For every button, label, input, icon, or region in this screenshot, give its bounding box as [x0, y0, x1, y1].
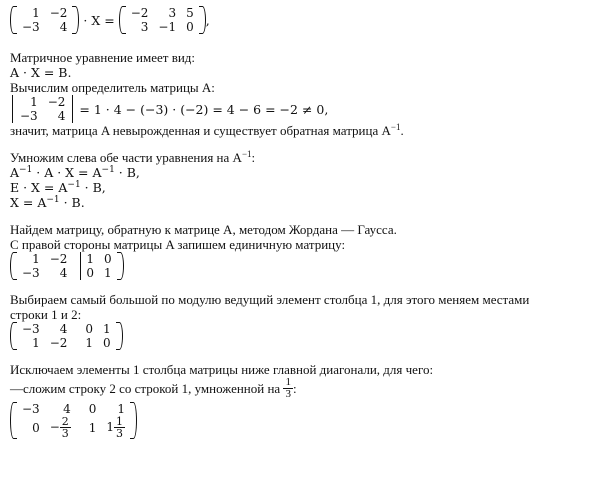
elimination-step [10, 377, 596, 400]
solution-document [10, 0, 596, 439]
cell: 1 [104, 266, 112, 280]
cell: 1 [32, 336, 40, 350]
cell: 1 [117, 402, 126, 416]
augmented-matrix-3 [10, 402, 596, 439]
cell: −2 [49, 6, 68, 20]
cell: −2 [47, 95, 66, 109]
conclusion [10, 123, 596, 138]
gauss-intro: Найдем матрицу, обратную к матрице A, методом Жордана — Гаусса. [10, 222, 397, 237]
inverse-exponent: −1 [390, 122, 401, 132]
cell: 1 [32, 252, 40, 266]
elimination-step-end: : [292, 380, 297, 396]
fraction-numerator: 1 [285, 376, 291, 388]
inverse-exponent: −1 [101, 165, 115, 175]
fraction [60, 416, 71, 439]
cell: 1 [85, 336, 94, 350]
step-part: · A · X = A [32, 165, 102, 180]
augmented-matrix-2 [10, 322, 596, 350]
cell: 4 [59, 266, 68, 280]
cell: 5 [186, 6, 194, 20]
step-3 [10, 195, 596, 210]
pivot-text-2: строки 1 и 2: [10, 307, 82, 322]
pivot-text-1: Выбираем самый большой по модулю ведущий элемент столбца 1, для этого меняем местами [10, 292, 530, 307]
multiply-intro [10, 150, 596, 165]
multiply-end: : [251, 150, 256, 165]
matrix-b [119, 6, 206, 34]
cell: 3 [168, 6, 177, 20]
cell: 1 [81, 252, 99, 266]
cell [45, 416, 76, 439]
elimination-intro: Исключаем элементы 1 столбца матрицы ниже главной диагонали, для чего: [10, 362, 434, 377]
fraction-denominator: 3 [285, 388, 291, 400]
determinant-line [10, 95, 596, 123]
step-part: · B, [114, 165, 140, 180]
cell: 1 [88, 420, 97, 435]
cell: 0 [88, 402, 97, 416]
cell: −2 [130, 6, 149, 20]
step-part: A [10, 165, 20, 180]
fraction-numerator: 1 [116, 415, 124, 428]
step-part: E · X = A [10, 180, 68, 195]
cell: −2 [49, 252, 68, 266]
inverse-exponent: −1 [19, 165, 33, 175]
cell: −3 [22, 20, 40, 34]
conclusion-text: значит, матрица A невырожденная и существует обратная матрица A [10, 123, 391, 138]
equation-tail: , [205, 12, 210, 28]
cell: 0 [103, 336, 111, 350]
step-2 [10, 180, 596, 195]
equation-operator: · X = [83, 12, 115, 28]
step-part: · B. [59, 195, 85, 210]
determinant-intro: Вычислим определитель матрицы A: [10, 80, 215, 95]
cell: 1 [30, 95, 38, 109]
equation-form: A · X = B. [10, 65, 72, 80]
minus-sign: − [49, 420, 60, 434]
matrix-a [10, 6, 79, 34]
cell: 4 [57, 109, 66, 123]
cell: −3 [22, 266, 40, 280]
fraction [114, 416, 125, 439]
determinant-result: = 1 · 4 − (−3) · (−2) = 4 − 6 = −2 ≠ 0, [79, 101, 329, 117]
cell: −3 [22, 402, 40, 416]
elimination-step-text: —сложим строку 2 со строкой 1, умноженной на [10, 380, 284, 396]
augment-intro: С правой стороны матрицы A запишем единичную матрицу: [10, 237, 346, 252]
equation-form-intro: Матричное уравнение имеет вид: [10, 50, 196, 65]
cell: −1 [158, 20, 177, 34]
cell: 3 [140, 20, 149, 34]
step-part: · B, [80, 180, 106, 195]
step-part: X = A [10, 195, 47, 210]
whole-part: 1 [106, 420, 115, 434]
determinant-matrix [10, 95, 75, 123]
fraction-denominator: 3 [116, 427, 124, 440]
fraction-numerator: 2 [61, 415, 69, 428]
cell: 4 [59, 322, 68, 336]
fraction-denominator: 3 [61, 427, 69, 440]
cell: 0 [104, 252, 112, 266]
cell [101, 416, 130, 439]
cell: −3 [22, 322, 40, 336]
cell: 0 [81, 266, 99, 280]
augmented-matrix-1 [10, 252, 596, 280]
cell: 1 [103, 322, 111, 336]
inverse-exponent: −1 [46, 195, 60, 205]
matrix-equation [10, 6, 596, 34]
multiply-text: Умножим слева обе части уравнения на A [10, 150, 242, 165]
conclusion-end: . [400, 123, 404, 138]
step-1 [10, 165, 596, 180]
cell: −2 [49, 336, 68, 350]
factor-fraction [283, 377, 293, 400]
cell: 1 [32, 6, 40, 20]
cell: 4 [59, 20, 68, 34]
cell: −3 [20, 109, 38, 123]
cell: 0 [32, 420, 40, 435]
inverse-exponent: −1 [241, 149, 252, 159]
cell: 0 [186, 20, 194, 34]
cell: 4 [63, 402, 71, 416]
cell: 0 [85, 322, 94, 336]
inverse-exponent: −1 [67, 180, 81, 190]
